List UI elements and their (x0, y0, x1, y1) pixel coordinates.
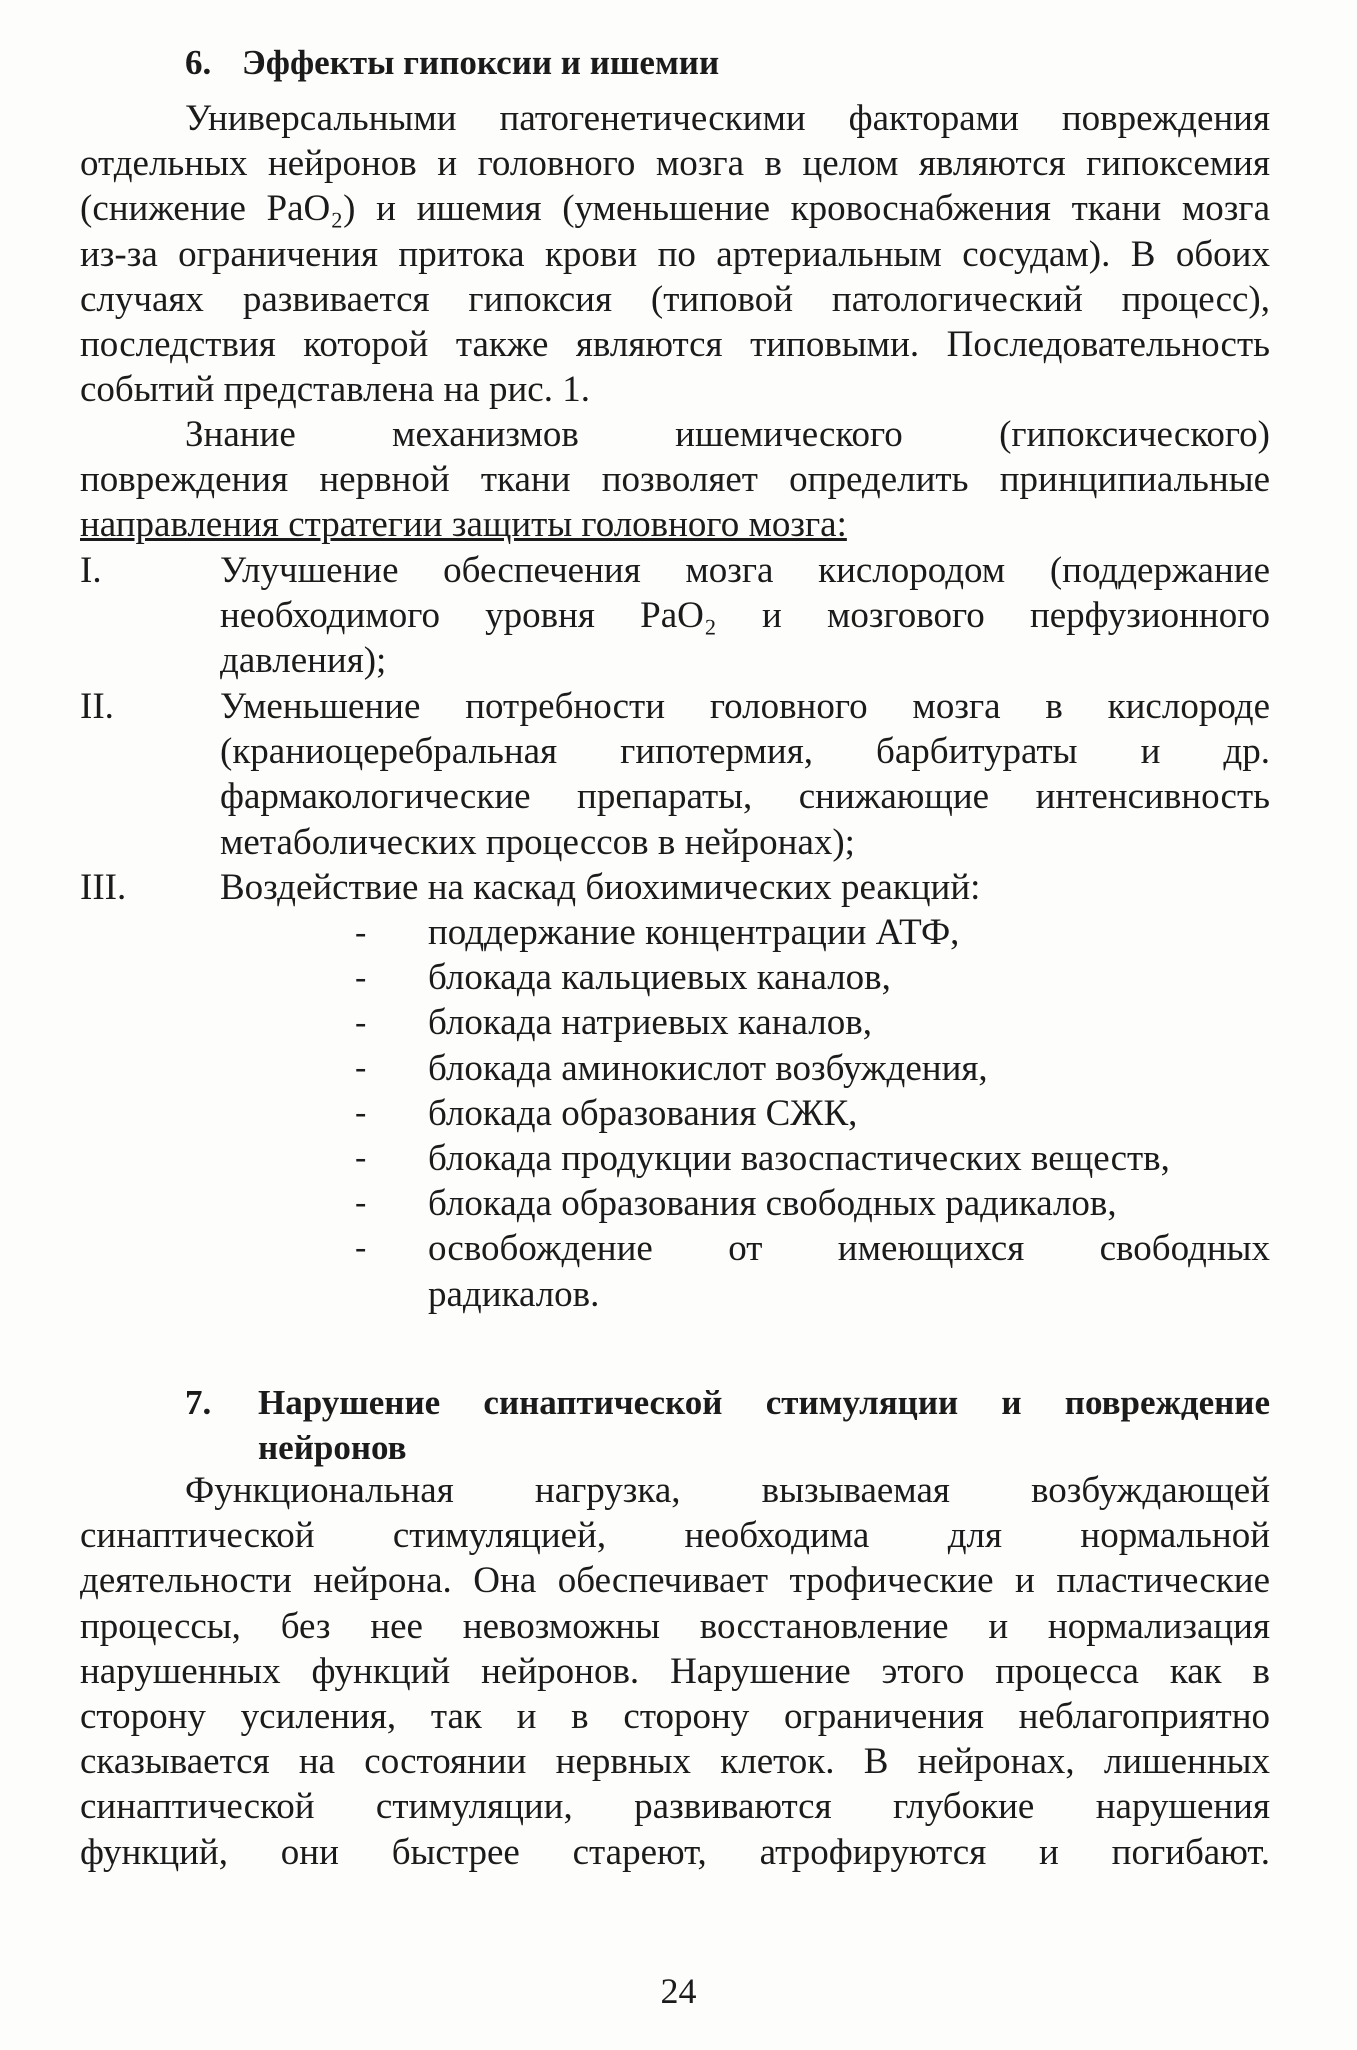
list-item: блокада кальциевых каналов, (428, 957, 891, 999)
section-6-number: 6. (185, 43, 212, 82)
dash-marker: - (355, 959, 367, 996)
text-line: нарушенных функций нейронов. Нарушение этого процесса как в (80, 1650, 1270, 1692)
section-7-paragraph-1 (80, 1468, 1270, 1875)
text-line: фармакологические препараты, снижающие интенсивность (220, 776, 1270, 818)
text-line: метаболических процессов в нейронах); (220, 821, 855, 863)
section-7-title (258, 1380, 1270, 1470)
text-line: процессы, без нее невозможны восстановление и нормализация (80, 1605, 1270, 1647)
list-item-1 (220, 548, 1270, 684)
text-line: сказывается на состоянии нервных клеток. В нейронах, лишенных (80, 1741, 1270, 1783)
text-line: последствия которой также являются типовыми. Последовательность (80, 323, 1270, 365)
list-item-3 (220, 865, 1270, 910)
text-line: Улучшение обеспечения мозга кислородом (поддержание (220, 550, 1270, 591)
text-line: Универсальными патогенетическими факторами повреждения (185, 98, 1270, 139)
text-line: давления); (220, 640, 387, 682)
section-6-paragraph-2 (80, 412, 1270, 548)
dash-marker: - (355, 1184, 367, 1221)
section-7-title-line-2: нейронов (258, 1428, 407, 1467)
text-line: функций, они быстрее стареют, атрофируются и погибают. (80, 1831, 1270, 1873)
text-line: (краниоцеребральная гипотермия, барбитураты и др. (220, 731, 1270, 773)
text-line: синаптической стимуляцией, необходима для нормальной (80, 1515, 1270, 1557)
section-6-title: Эффекты гипоксии и ишемии (242, 43, 720, 82)
list-item-2 (220, 684, 1270, 865)
text-line: случаях развивается гипоксия (типовой патологический процесс), (80, 278, 1270, 320)
text-line: событий представлена на рис. 1. (80, 369, 590, 411)
section-6-heading (185, 40, 719, 85)
list-item: блокада образования свободных радикалов, (428, 1183, 1117, 1225)
text-line: Функциональная нагрузка, вызываемая возбуждающей (185, 1470, 1270, 1511)
list-item: блокада аминокислот возбуждения, (428, 1047, 988, 1089)
list-item: блокада натриевых каналов, (428, 1002, 872, 1044)
dash-marker: - (355, 1139, 367, 1176)
dash-marker: - (355, 1229, 367, 1266)
list-item: блокада образования СЖК, (428, 1092, 858, 1134)
text-line: из-за ограничения притока крови по артериальным сосудам). В обоих (80, 233, 1270, 275)
dash-marker: - (355, 1004, 367, 1041)
dash-marker: - (355, 1049, 367, 1086)
page-number: 24 (660, 1971, 697, 2011)
list-marker-1: I. (80, 550, 102, 591)
list-marker-3: III. (80, 867, 127, 908)
text-line: деятельности нейрона. Она обеспечивает трофические и пластические (80, 1560, 1270, 1602)
text-line: необходимого уровня PaO₂ и мозгового перфузионного (220, 595, 1270, 637)
dash-marker: - (355, 914, 367, 951)
section-6-paragraph-1 (80, 96, 1270, 412)
list-item: освобождение от имеющихся свободных (428, 1228, 1270, 1270)
text-line-underlined: направления стратегии защиты головного мозга: (80, 504, 847, 546)
bullet-list (428, 910, 1270, 1317)
text-line: повреждения нервной ткани позволяет определить принципиальные (80, 459, 1270, 501)
section-7-title-line-1: Нарушение синаптической стимуляции и повреждение (258, 1383, 1270, 1422)
text-line: Воздействие на каскад биохимических реакций: (220, 867, 981, 908)
text-line: (снижение PaO₂) и ишемия (уменьшение кровоснабжения ткани мозга (80, 188, 1270, 230)
list-item: поддержание концентрации АТФ, (428, 912, 960, 953)
text-line: сторону усиления, так и в сторону ограничения неблагоприятно (80, 1695, 1270, 1737)
text-line: Уменьшение потребности головного мозга в кислороде (220, 686, 1270, 727)
section-7-number: 7. (185, 1383, 212, 1422)
list-item: радикалов. (428, 1273, 600, 1315)
list-item: блокада продукции вазоспастических веществ, (428, 1137, 1170, 1179)
text-line: синаптической стимуляции, развиваются глубокие нарушения (80, 1786, 1270, 1828)
list-marker-2: II. (80, 686, 114, 727)
text-line: отдельных нейронов и головного мозга в целом являются гипоксемия (80, 143, 1270, 185)
dash-marker: - (355, 1094, 367, 1131)
text-line: Знание механизмов ишемического (гипоксического) (185, 414, 1270, 455)
